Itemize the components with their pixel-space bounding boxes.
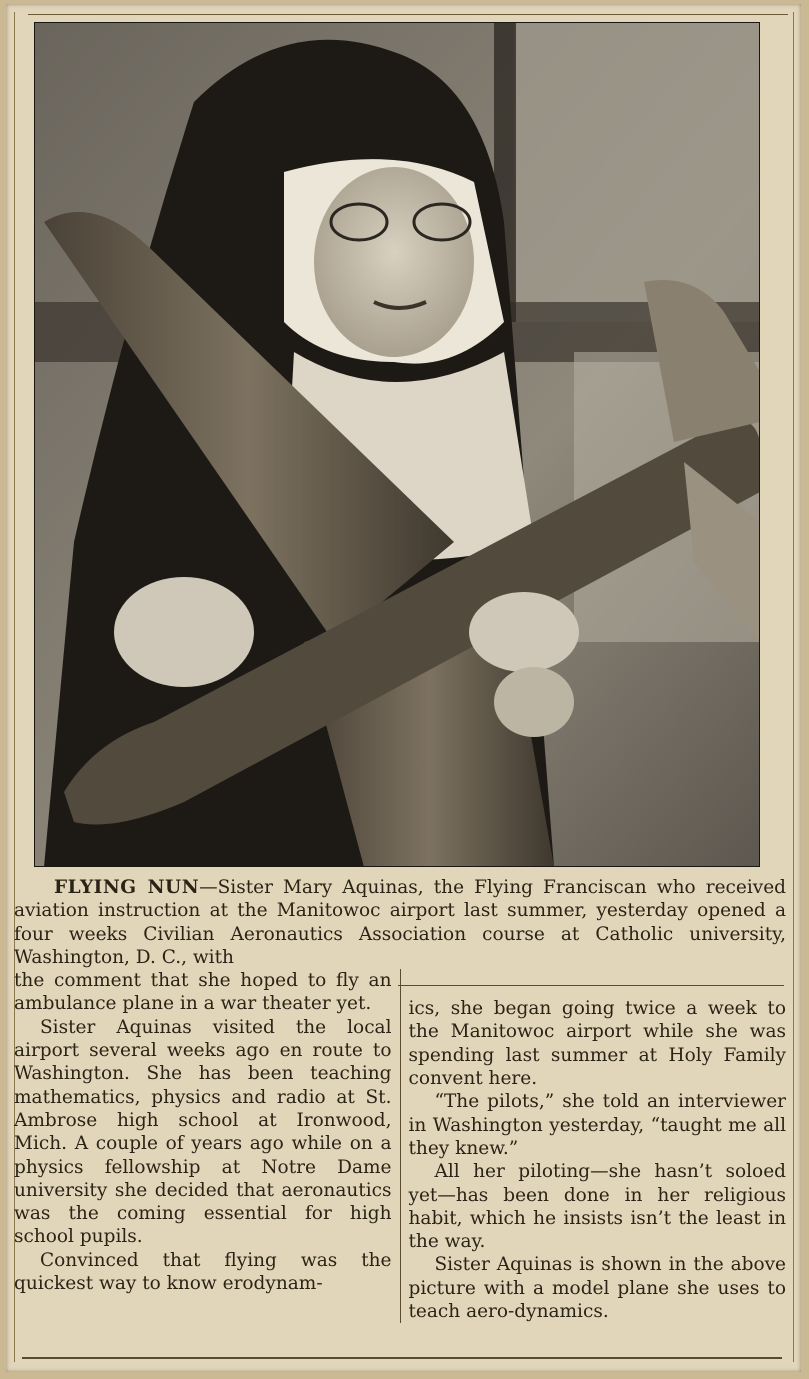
news-photo	[34, 22, 760, 867]
paragraph: Sister Aquinas is shown in the above picture with a model plane she uses to teach aero-dynamics.	[408, 1254, 786, 1323]
paragraph: All her piloting—she hasn’t soloed yet—has been done in her religious habit, which he insists isn’t the least in the way.	[408, 1161, 786, 1253]
paragraph: the comment that she hoped to fly an ambulance plane in a war theater yet.	[14, 970, 392, 1015]
bottom-rule	[22, 1357, 782, 1359]
right-border	[793, 12, 794, 1362]
column-top-rule	[398, 985, 784, 986]
paragraph: ics, she began going twice a week to the Manitowoc airport while she was spending last summer at Holy Family convent here.	[408, 998, 786, 1090]
paragraph: Convinced that flying was the quickest way to know erodynam-	[14, 1249, 392, 1295]
article	[14, 876, 786, 1323]
paragraph: Sister Aquinas visited the local airport several weeks ago en route to Washington. She has been teaching mathematics, physics and radio at St. Ambrose high school at Ironwood, Mich. A couple of years ago while on a physics fellowship at Notre Dame university she decided that aeronautics was the coming essential for high school pupils.	[14, 1016, 392, 1248]
lead-paragraph	[14, 876, 786, 969]
nun-with-model-plane-photo	[34, 22, 760, 867]
article-columns	[14, 969, 786, 1323]
top-rule	[28, 14, 788, 15]
column-right	[401, 997, 787, 1323]
paragraph: “The pilots,” she told an interviewer in Washington yesterday, “taught me all they knew.”	[408, 1091, 786, 1159]
headline: FLYING NUN	[54, 877, 200, 898]
column-left	[14, 969, 401, 1323]
lead-text: —Sister Mary Aquinas, the Flying Franciscan who received aviation instruction at the Manitowoc airport last summer, yesterday opened a four weeks Civilian Aeronautics Association course at Catholic university, Washington, D. C., with	[14, 877, 786, 968]
